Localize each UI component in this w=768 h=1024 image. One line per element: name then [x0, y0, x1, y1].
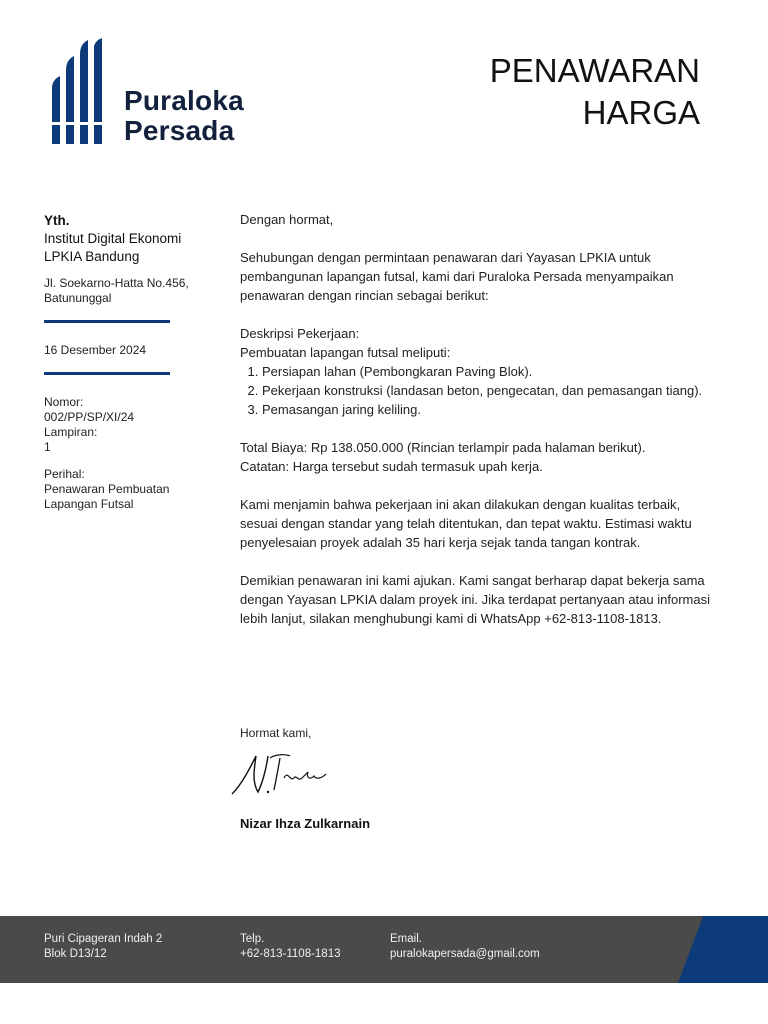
letter-date: 16 Desember 2024: [44, 343, 147, 357]
signature-icon: [228, 748, 338, 804]
footer: [0, 916, 768, 983]
footer-phone: Telp. +62-813-1108-1813: [240, 933, 341, 960]
perihal-value-line2: Lapangan Futsal: [44, 497, 134, 511]
greeting: Dengan hormat,: [240, 212, 334, 227]
document-title: PENAWARAN HARGA: [489, 52, 700, 131]
footer-email: Email. puralokapersada@gmail.com: [390, 933, 540, 960]
closing-salutation: Hormat kami,: [240, 726, 312, 740]
guarantee-paragraph: Kami menjamin bahwa pekerjaan ini akan dilakukan dengan kualitas terbaik, sesuai dengan standar yang telah ditentukan, dan tepat waktu. Estimasi waktu penyelesaian proyek adalah 35 hari kerja sejak tanda tangan kontrak.: [240, 497, 692, 550]
list-item: 3. Pemasangan jaring keliling.: [262, 400, 710, 419]
lampiran-value: 1: [44, 440, 51, 454]
closing-paragraph: Demikian penawaran ini kami ajukan. Kami sangat berharap dapat bekerja sama dengan Yayasan LPKIA dalam proyek ini. Jika terdapat pertanyaan atau informasi lebih lanjut, silakan menghubungi kami di WhatsApp +62-813-1108-1813.: [240, 573, 710, 626]
company-logo: [50, 36, 270, 146]
perihal-label: Perihal:: [44, 467, 85, 481]
signature: [228, 748, 338, 809]
recipient-name-line2: LPKIA Bandung: [44, 249, 140, 264]
list-item: 2. Pekerjaan konstruksi (landasan beton, pengecatan, dan pemasangan tiang).: [262, 381, 710, 400]
nomor-value: 002/PP/SP/XI/24: [44, 410, 135, 424]
letter-sidebar: [44, 212, 214, 512]
divider: [44, 372, 170, 375]
work-items-list: [240, 362, 710, 419]
letter-body: [240, 210, 710, 647]
nomor-label: Nomor:: [44, 395, 84, 409]
intro-paragraph: Sehubungan dengan permintaan penawaran dari Yayasan LPKIA untuk pembangunan lapangan futsal, kami dari Puraloka Persada menyampaikan penawaran dengan rincian sebagai berikut:: [240, 250, 674, 303]
description-label: Deskripsi Pekerjaan:: [240, 326, 360, 341]
list-item: 1. Persiapan lahan (Pembongkaran Paving Blok).: [262, 362, 710, 381]
cost-note: Catatan: Harga tersebut sudah termasuk upah kerja.: [240, 459, 543, 474]
divider: [44, 320, 170, 323]
perihal-value-line1: Penawaran Pembuatan: [44, 482, 170, 496]
total-cost: Total Biaya: Rp 138.050.000 (Rincian terlampir pada halaman berikut).: [240, 440, 646, 455]
recipient-salutation: Yth.: [44, 213, 70, 228]
recipient-name-line1: Institut Digital Ekonomi: [44, 231, 182, 246]
signer-name: Nizar Ihza Zulkarnain: [240, 816, 371, 831]
logo-bars-icon: [50, 36, 114, 146]
company-name: Puraloka Persada: [124, 85, 244, 146]
lampiran-label: Lampiran:: [44, 425, 98, 439]
footer-address: Puri Cipageran Indah 2 Blok D13/12: [44, 933, 163, 960]
footer-accent: [678, 916, 768, 983]
description-intro: Pembuatan lapangan futsal meliputi:: [240, 345, 451, 360]
recipient-address: Jl. Soekarno-Hatta No.456, Batununggal: [44, 276, 189, 305]
